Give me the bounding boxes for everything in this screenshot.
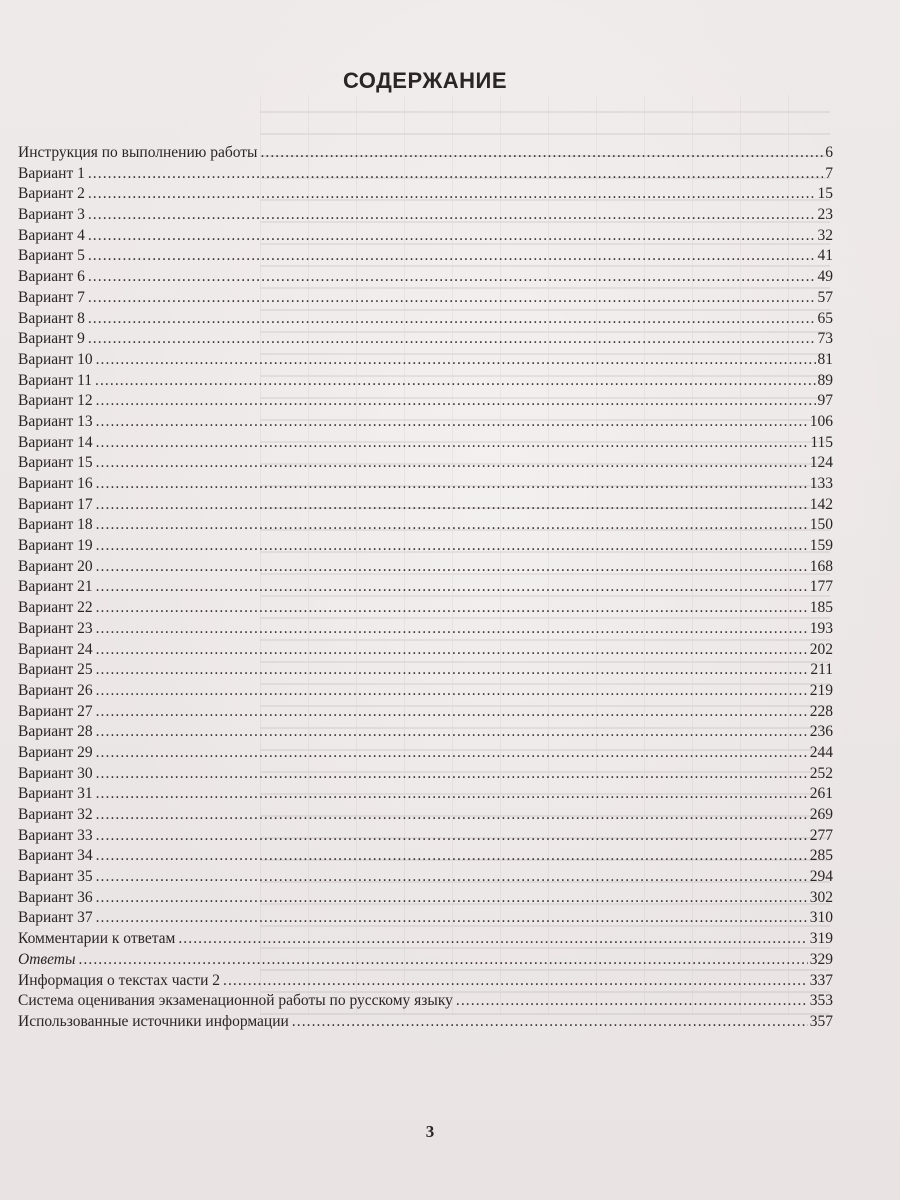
toc-entry-label: Вариант 3 [18, 206, 85, 224]
toc-leader-dots [96, 577, 808, 598]
toc-entry-page: 150 [809, 516, 833, 534]
toc-entry [18, 971, 833, 992]
toc-entry [18, 515, 833, 536]
toc-entry [18, 246, 833, 267]
toc-entry-label: Вариант 22 [18, 599, 93, 617]
toc-entry-page: 329 [809, 950, 833, 968]
toc-entry [18, 577, 833, 598]
toc-entry [18, 784, 833, 805]
toc-entry-label: Вариант 20 [18, 557, 93, 575]
toc-entry-page: 133 [809, 475, 833, 492]
toc-entry [18, 474, 833, 495]
toc-entry-label: Вариант 33 [18, 826, 93, 844]
toc-entry-label: Инструкция по выполнению работы [18, 144, 258, 161]
toc-entry-label: Вариант 19 [18, 537, 93, 555]
toc-entry-label: Вариант 25 [18, 661, 93, 679]
toc-entry [18, 267, 833, 288]
toc-leader-dots [96, 598, 808, 619]
toc-entry [18, 143, 833, 164]
toc-leader-dots [96, 640, 808, 661]
toc-entry-label: Вариант 14 [18, 433, 93, 451]
toc-entry-page: 337 [809, 971, 833, 989]
toc-entry-label: Использованные источники информации [18, 1012, 289, 1030]
toc-entry [18, 433, 833, 454]
toc-entry [18, 557, 833, 578]
toc-entry-page: 81 [817, 350, 833, 368]
toc-leader-dots [88, 329, 816, 350]
toc-entry-page: 269 [809, 806, 833, 823]
toc-entry-label: Вариант 6 [18, 268, 85, 286]
toc-entry [18, 908, 833, 929]
toc-entry-page: 319 [809, 930, 833, 948]
toc-leader-dots [96, 474, 808, 495]
toc-entry [18, 991, 833, 1012]
toc-entry-page: 142 [809, 495, 833, 513]
toc-leader-dots [96, 660, 809, 681]
toc-entry-label: Вариант 1 [18, 164, 85, 182]
toc-leader-dots [96, 350, 816, 371]
toc-entry [18, 805, 833, 826]
toc-leader-dots [96, 495, 808, 516]
toc-entry [18, 929, 833, 950]
toc-entry-label: Вариант 28 [18, 723, 93, 741]
toc-entry-page: 115 [810, 433, 833, 451]
toc-entry [18, 826, 833, 847]
toc-entry [18, 391, 833, 412]
toc-entry-label: Ответы [18, 950, 76, 968]
toc-leader-dots [96, 743, 808, 764]
toc-leader-dots [96, 412, 808, 433]
toc-entry-label: Вариант 26 [18, 681, 93, 699]
toc-entry-label: Вариант 34 [18, 847, 93, 865]
toc-entry-label: Вариант 12 [18, 392, 93, 410]
toc-entry [18, 226, 833, 247]
toc-entry-page: 7 [825, 164, 833, 182]
toc-entry-page: 302 [809, 888, 833, 906]
toc-leader-dots [95, 371, 815, 392]
toc-entry-page: 294 [809, 868, 833, 886]
toc-entry [18, 888, 833, 909]
toc-entry-label: Информация о текстах части 2 [18, 971, 220, 989]
toc-entry-page: 244 [809, 743, 833, 761]
toc-leader-dots [96, 805, 808, 826]
toc-entry-label: Вариант 16 [18, 475, 93, 492]
toc-entry-label: Вариант 29 [18, 743, 93, 761]
page-number: 3 [425, 1122, 435, 1141]
toc-entry-label: Вариант 36 [18, 888, 93, 906]
toc-leader-dots [96, 681, 808, 702]
toc-entry [18, 950, 833, 971]
toc-entry-page: 219 [809, 681, 833, 699]
toc-entry-label: Вариант 37 [18, 909, 93, 927]
toc-entry-page: 159 [809, 537, 833, 555]
toc-entry [18, 619, 833, 640]
toc-entry-label: Вариант 10 [18, 350, 93, 368]
toc-entry-label: Вариант 8 [18, 309, 85, 327]
toc-entry [18, 309, 833, 330]
toc-entry [18, 205, 833, 226]
toc-entry-page: 32 [817, 226, 833, 244]
toc-leader-dots [260, 143, 823, 164]
toc-leader-dots [96, 826, 808, 847]
toc-entry-page: 357 [809, 1012, 833, 1030]
toc-entry-label: Вариант 4 [18, 226, 85, 244]
toc-entry-page: 185 [809, 599, 833, 617]
toc-entry-page: 353 [809, 992, 833, 1010]
toc-entry-page: 6 [825, 144, 833, 161]
table-of-contents [18, 143, 833, 1033]
toc-entry [18, 329, 833, 350]
toc-leader-dots [88, 246, 816, 267]
toc-leader-dots [96, 433, 809, 454]
toc-entry-page: 177 [809, 578, 833, 596]
toc-entry-label: Вариант 7 [18, 288, 85, 306]
toc-entry-page: 211 [810, 661, 833, 679]
toc-entry-page: 23 [817, 206, 833, 224]
toc-entry-page: 15 [817, 185, 833, 203]
toc-entry-page: 285 [809, 847, 833, 865]
toc-entry-page: 193 [809, 619, 833, 637]
toc-entry-label: Вариант 2 [18, 185, 85, 203]
toc-entry-label: Вариант 9 [18, 330, 85, 348]
toc-entry-label: Вариант 15 [18, 454, 93, 472]
toc-entry-page: 310 [809, 909, 833, 927]
toc-leader-dots [96, 453, 808, 474]
toc-entry-label: Вариант 24 [18, 640, 93, 658]
toc-entry [18, 743, 833, 764]
toc-entry-label: Система оценивания экзаменационной работы по русскому языку [18, 992, 453, 1010]
toc-leader-dots [96, 619, 808, 640]
toc-leader-dots [88, 226, 816, 247]
toc-entry [18, 184, 833, 205]
toc-entry [18, 371, 833, 392]
toc-entry [18, 702, 833, 723]
toc-leader-dots [78, 950, 807, 971]
toc-leader-dots [96, 722, 808, 743]
page-title: СОДЕРЖАНИЕ [342, 68, 508, 93]
toc-leader-dots [96, 867, 808, 888]
toc-entry-label: Комментарии к ответам [18, 930, 176, 948]
toc-entry [18, 681, 833, 702]
toc-leader-dots [96, 536, 808, 557]
toc-entry-label: Вариант 32 [18, 806, 93, 823]
toc-entry [18, 164, 833, 185]
toc-entry [18, 722, 833, 743]
toc-entry [18, 846, 833, 867]
toc-entry-label: Вариант 18 [18, 516, 93, 534]
toc-leader-dots [96, 702, 808, 723]
toc-entry-page: 168 [809, 557, 833, 575]
toc-entry [18, 867, 833, 888]
toc-leader-dots [96, 784, 808, 805]
toc-entry [18, 598, 833, 619]
toc-entry-label: Вариант 30 [18, 764, 93, 782]
toc-entry-page: 73 [817, 330, 833, 348]
toc-entry-label: Вариант 23 [18, 619, 93, 637]
toc-entry-page: 252 [809, 764, 833, 782]
toc-entry-page: 202 [809, 640, 833, 658]
toc-entry-page: 65 [817, 309, 833, 327]
toc-leader-dots [88, 288, 816, 309]
toc-entry [18, 288, 833, 309]
toc-entry-label: Вариант 5 [18, 247, 85, 265]
toc-leader-dots [292, 1012, 808, 1033]
toc-entry-page: 89 [817, 371, 833, 389]
toc-leader-dots [223, 971, 808, 992]
toc-leader-dots [88, 205, 816, 226]
toc-entry [18, 640, 833, 661]
toc-leader-dots [178, 929, 807, 950]
toc-leader-dots [96, 515, 808, 536]
toc-leader-dots [456, 991, 808, 1012]
toc-leader-dots [96, 391, 816, 412]
toc-entry-label: Вариант 21 [18, 578, 93, 596]
toc-entry-page: 228 [809, 702, 833, 720]
toc-leader-dots [88, 164, 823, 185]
toc-entry-page: 106 [809, 412, 833, 430]
toc-entry [18, 412, 833, 433]
toc-leader-dots [88, 309, 816, 330]
toc-entry [18, 495, 833, 516]
toc-entry-label: Вариант 27 [18, 702, 93, 720]
toc-entry-label: Вариант 17 [18, 495, 93, 513]
toc-leader-dots [88, 184, 816, 205]
toc-entry [18, 1012, 833, 1033]
toc-entry [18, 350, 833, 371]
toc-leader-dots [96, 888, 808, 909]
toc-leader-dots [96, 557, 808, 578]
toc-entry-label: Вариант 11 [18, 371, 93, 389]
toc-entry-label: Вариант 31 [18, 785, 93, 803]
toc-entry [18, 536, 833, 557]
toc-entry-label: Вариант 13 [18, 412, 93, 430]
toc-entry-page: 97 [817, 392, 833, 410]
toc-entry [18, 764, 833, 785]
toc-entry-page: 49 [817, 268, 833, 286]
toc-entry-page: 277 [809, 826, 833, 844]
toc-entry-page: 261 [809, 785, 833, 803]
toc-entry-page: 41 [817, 247, 833, 265]
toc-entry [18, 660, 833, 681]
toc-leader-dots [88, 267, 816, 288]
toc-leader-dots [96, 846, 808, 867]
toc-entry-page: 236 [809, 723, 833, 741]
toc-leader-dots [96, 908, 808, 929]
toc-leader-dots [96, 764, 808, 785]
toc-entry-label: Вариант 35 [18, 868, 93, 886]
toc-entry [18, 453, 833, 474]
toc-entry-page: 124 [809, 454, 833, 472]
toc-entry-page: 57 [817, 288, 833, 306]
